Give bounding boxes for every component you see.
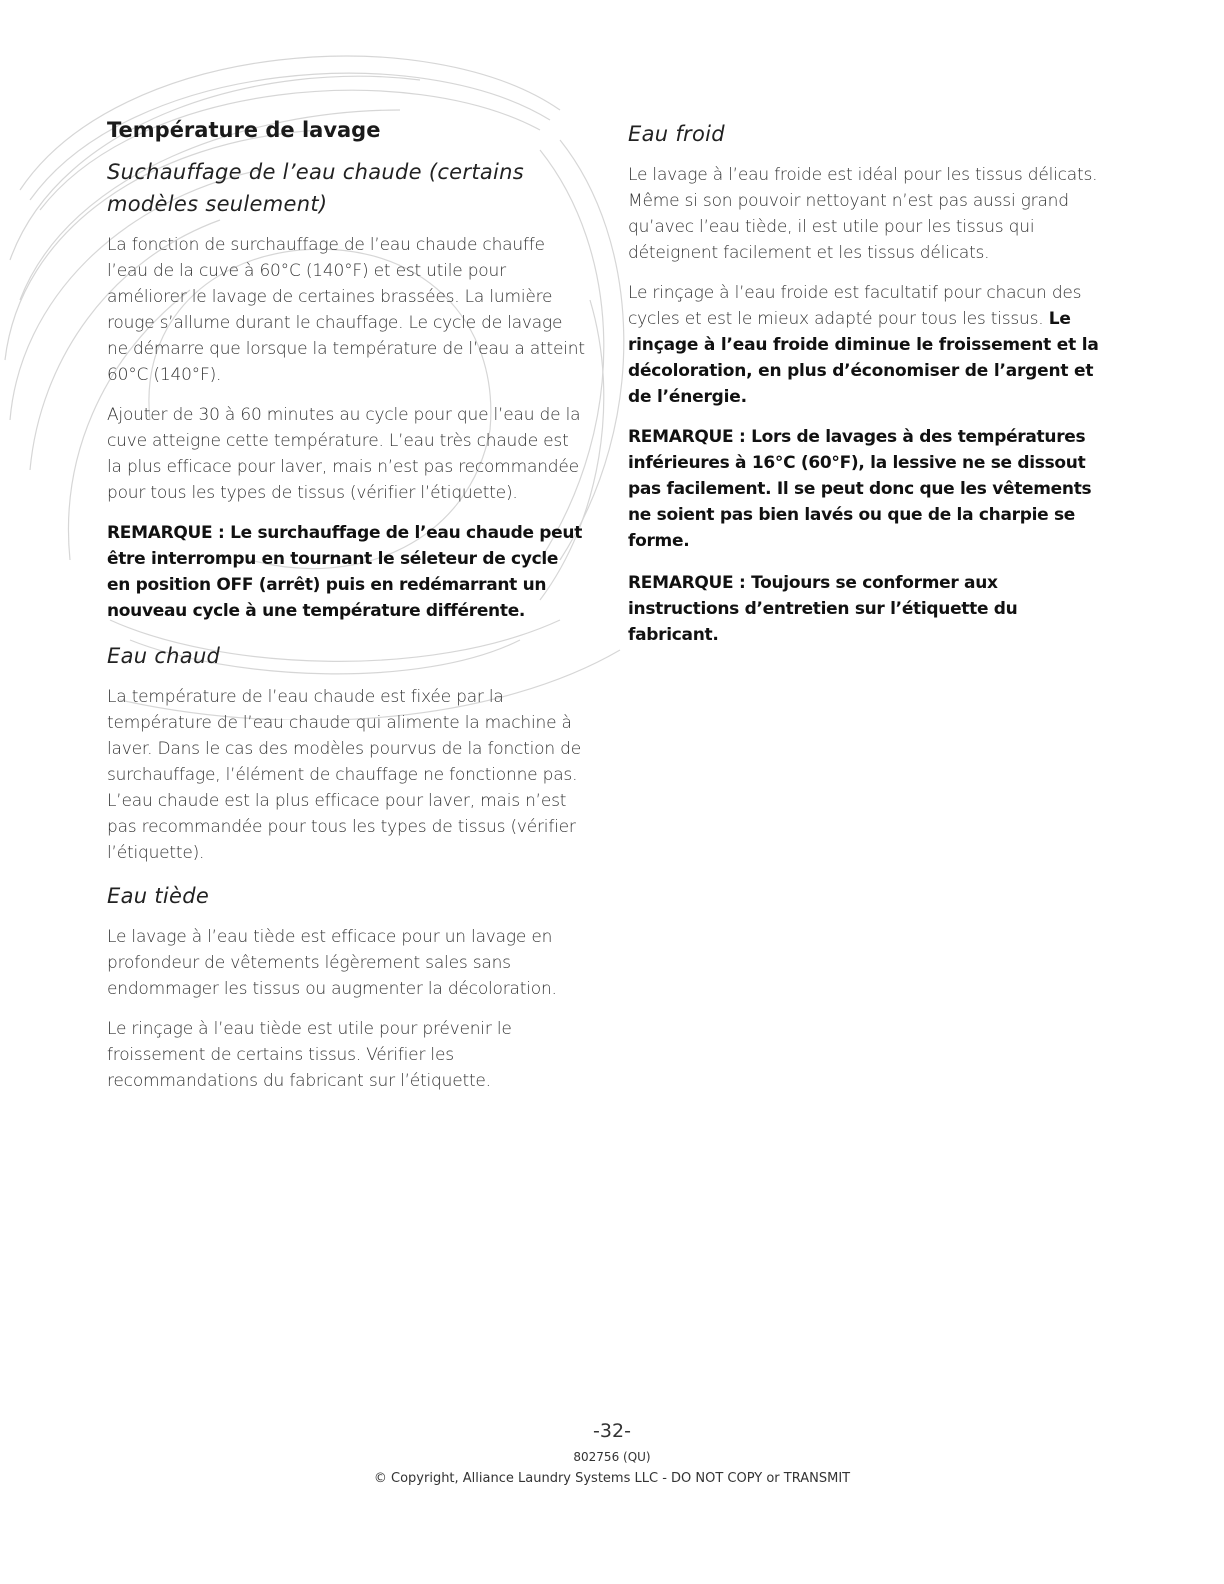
subheading-surchauffage: Suchauffage de l’eau chaude (certains modèles seulement) <box>107 160 525 216</box>
paragraph-eau-froid-2-bold: Le rinçage à l’eau froide diminue le froissement et la décoloration, en plus d’économiser de l’argent et de l’énergie. <box>628 309 1099 407</box>
note-surchauffage: REMARQUE : Le surchauffage de l’eau chaude peut être interrompu en tournant le séleteur de cycle en position OFF (arrêt) puis en redémarrant un nouveau cycle à une température différente. <box>107 523 583 621</box>
section-title: Température de lavage <box>107 118 381 142</box>
note-temperature: REMARQUE : Lors de lavages à des températures inférieures à 16°C (60°F), la lessive ne se dissout pas facilement. Il se peut donc que les vêtements ne soient pas bien lavés ou que de la charpie se forme. <box>628 427 1092 551</box>
paragraph-eau-froid-2-text: Le rinçage à l’eau froide est facultatif pour chacun des cycles et est le mieux adapté pour tous les tissus. <box>628 283 1082 329</box>
paragraph-surchauffage-1: La fonction de surchauffage de l’eau chaude chauffe l’eau de la cuve à 60°C (140°F) et est utile pour améliorer le lavage de certaines brassées. La lumière rouge s’allume durant le chauffage. Le cycle de lavage ne démarre que lorsque la température de l’eau a atteint 60°C (140°F). <box>107 235 585 385</box>
paragraph-eau-tiede-2: Le rinçage à l’eau tiède est utile pour prévenir le froissement de certains tissus. Vérifier les recommandations du fabricant sur l’étiquette. <box>107 1019 512 1091</box>
paragraph-eau-chaud: La température de l’eau chaude est fixée par la température de l’eau chaude qui alimente la machine à laver. Dans le cas des modèles pourvus de la fonction de surchauffage, l’élément de chauffage ne fonctionne pas. L’eau chaude est la plus efficace pour laver, mais n’est pas recommandée pour tous les types de tissus (vérifier l’étiquette). <box>107 687 581 863</box>
paragraph-eau-tiede-1: Le lavage à l’eau tiède est efficace pour un lavage en profondeur de vêtements légèrement sales sans endommager les tissus ou augmenter la décoloration. <box>107 927 557 999</box>
paragraph-eau-froid-2 <box>628 280 1108 410</box>
right-column <box>628 118 1108 664</box>
document-code: 802756 (QU) <box>573 1450 651 1464</box>
subheading-eau-froid: Eau froid <box>628 122 725 146</box>
paragraph-eau-froid-1: Le lavage à l’eau froide est idéal pour les tissus délicats. Même si son pouvoir nettoyant n’est pas aussi grand qu’avec l’eau tiède, il est utile pour les tissus qui déteignent facilement et les tissus délicats. <box>628 165 1098 263</box>
page-number: -32- <box>593 1420 631 1442</box>
copyright-notice: © Copyright, Alliance Laundry Systems LLC - DO NOT COPY or TRANSMIT <box>373 1471 851 1486</box>
subheading-eau-tiede: Eau tiède <box>107 884 210 908</box>
left-column <box>107 118 585 1108</box>
subheading-eau-chaud: Eau chaud <box>107 644 221 668</box>
note-etiquette: REMARQUE : Toujours se conformer aux instructions d’entretien sur l’étiquette du fabricant. <box>628 573 1018 645</box>
paragraph-surchauffage-2: Ajouter de 30 à 60 minutes au cycle pour que l’eau de la cuve atteigne cette température. L’eau très chaude est la plus efficace pour laver, mais n’est pas recommandée pour tous les types de tissus (vérifier l’étiquette). <box>107 405 581 503</box>
